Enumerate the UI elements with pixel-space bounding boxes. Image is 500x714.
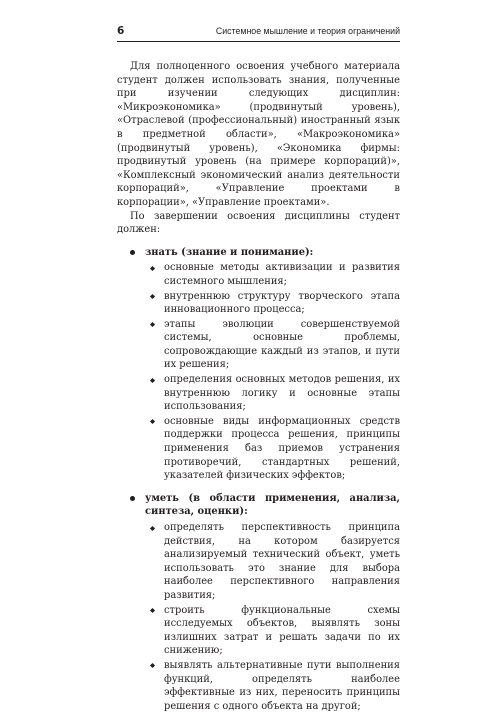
list-item-text: строить функциональные схемы исследуемых объектов, выявлять зоны излишних затрат и решать задачи по их снижению; xyxy=(164,604,400,657)
list-item xyxy=(145,318,400,372)
list-item-text: этапы эволюции совершенствуемой системы, основные проблемы, сопровождающие каждый из этапов, и пути их решения; xyxy=(164,318,400,371)
list-item-text: выявлять альтернативные пути выполнения функций, определять наиболее эффективные из них, переносить принципы решения с одного объекта на другой; xyxy=(164,659,400,712)
list-item-text: внутреннюю структуру творческого этапа инновационного процесса; xyxy=(164,290,400,316)
lead-in-paragraph: По завершении освоения дисциплины студент должен: xyxy=(117,210,400,236)
bullet-dot-icon xyxy=(130,496,135,501)
competence-label: знать (знание и понимание): xyxy=(145,246,314,258)
competence-be-able xyxy=(117,492,400,714)
diamond-bullet-icon xyxy=(150,419,155,424)
diamond-bullet-icon xyxy=(150,378,155,383)
page-header xyxy=(117,23,400,42)
list-item xyxy=(145,521,400,603)
running-title: Системное мышление и теория ограничений xyxy=(215,26,400,36)
competence-label: уметь (в области применения, анализа, синтеза, оценки): xyxy=(145,492,400,518)
bullet-dot-icon xyxy=(130,250,135,255)
list-item xyxy=(145,604,400,658)
list-item-text: определения основных методов решения, их внутреннюю логику и основные этапы использования; xyxy=(164,374,400,413)
list-item xyxy=(145,261,400,288)
diamond-bullet-icon xyxy=(150,525,155,530)
list-item xyxy=(145,415,400,483)
list-item xyxy=(145,290,400,317)
competence-know xyxy=(117,246,400,483)
diamond-bullet-icon xyxy=(150,322,155,327)
list-item xyxy=(145,659,400,713)
list-item-text: определять перспективность принципа действия, на котором базируется анализируемый технический объект, уметь использовать это знание для выбора наиболее перспективного направления развития; xyxy=(164,522,400,601)
diamond-bullet-icon xyxy=(150,608,155,613)
know-list xyxy=(145,261,400,483)
list-item-text: основные методы активизации и развития системного мышления; xyxy=(164,262,400,287)
list-item xyxy=(145,373,400,414)
diamond-bullet-icon xyxy=(150,294,155,299)
page-number: 6 xyxy=(117,25,125,37)
list-item-text: основные виды информационных средств поддержки процесса решения, принципы применения баз приемов устранения противоречий, стандартных решений, указателей физических эффектов; xyxy=(164,415,400,482)
be-able-list xyxy=(145,521,400,713)
diamond-bullet-icon xyxy=(150,663,155,668)
intro-paragraph: Для полноценного освоения учебного материала студент должен использовать знания, полученные при изучении следующих дисциплин: «Микроэкономика» (продвинутый уровень), «Отраслевой (профессиональный) иностранный язык в предметной области», «Макроэкономика» (продвинутый уровень), «Экономика фирмы: продвинутый уровень (на примере корпораций)», «Комплексный экономический анализ деятельности корпораций», «Управление проектами в корпорации», «Управление проектами». xyxy=(117,61,400,208)
diamond-bullet-icon xyxy=(150,266,155,271)
page-body xyxy=(117,60,400,714)
